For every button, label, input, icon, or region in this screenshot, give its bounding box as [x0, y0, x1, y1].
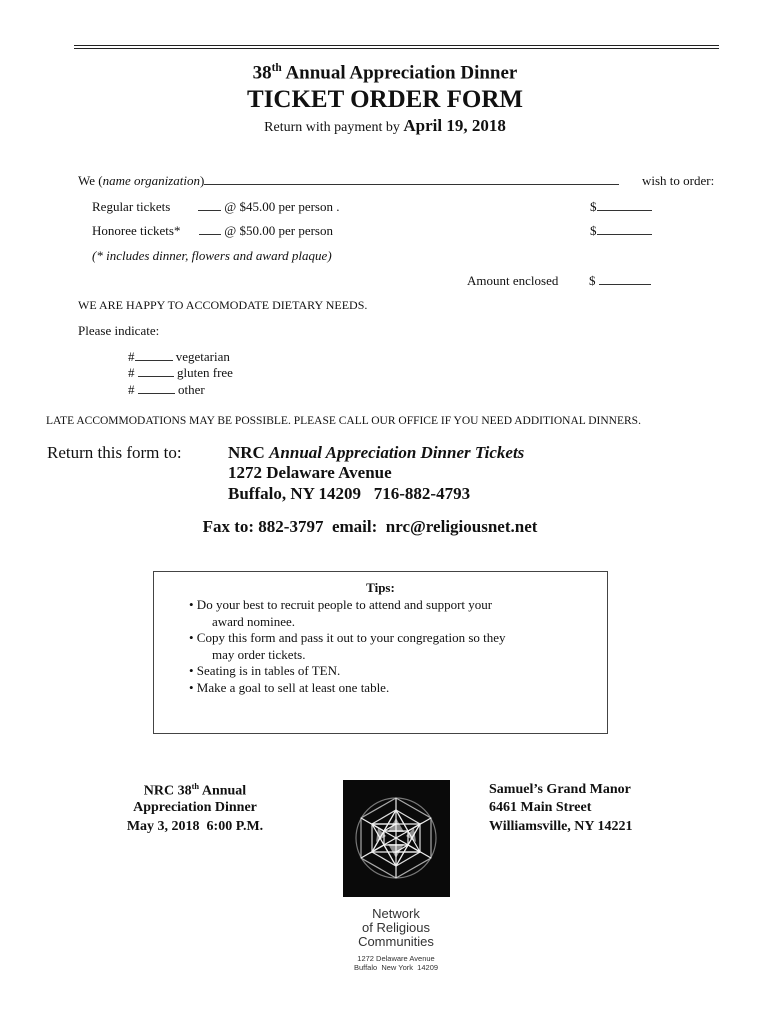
- other-count-field[interactable]: [138, 393, 175, 394]
- venue-street: 6461 Main Street: [489, 800, 592, 815]
- fax-email-line: Fax to: 882-3797 email: nrc@religiousnet.net: [202, 517, 538, 536]
- tips-title: Tips:: [366, 580, 395, 595]
- dietary-heading: WE ARE HAPPY TO ACCOMODATE DIETARY NEEDS.: [78, 298, 368, 312]
- venue-city: Williamsville, NY 14221: [489, 819, 633, 834]
- regular-price: @ $45.00 per person .: [224, 199, 340, 214]
- we-prefix: We (: [78, 173, 103, 188]
- name-organization-label: name organization: [102, 173, 200, 188]
- amount-enclosed-row: [589, 273, 651, 289]
- other-label: other: [178, 382, 205, 397]
- regular-tickets-row: [198, 199, 339, 215]
- regular-dollar: $: [590, 199, 597, 214]
- tip-1-cont: award nominee.: [212, 614, 296, 629]
- gluten-count-field[interactable]: [138, 376, 174, 377]
- late-notice: LATE ACCOMMODATIONS MAY BE POSSIBLE. PLEASE CALL OUR OFFICE IF YOU NEED ADDITIONAL DINNERS.: [46, 415, 641, 427]
- regular-qty-field[interactable]: [198, 210, 221, 211]
- tip-3: • Seating is in tables of TEN.: [189, 663, 341, 678]
- anniversary-number: 38: [252, 62, 272, 84]
- regular-total-field[interactable]: [597, 210, 652, 211]
- anniversary-sup: th: [271, 62, 282, 74]
- logo-name-3: Communities: [358, 934, 434, 949]
- top-rule-1: [74, 45, 719, 46]
- dietary-vegetarian-row: [128, 349, 230, 365]
- organization-row: [78, 173, 619, 189]
- regular-tickets-label: Regular tickets: [92, 199, 171, 214]
- amount-enclosed-field[interactable]: [599, 284, 651, 285]
- tips-box: [153, 571, 608, 734]
- tip-1: • Do your best to recruit people to attend and support your: [189, 597, 493, 612]
- return-to-city-phone: Buffalo, NY 14209 716-882-4793: [228, 484, 471, 503]
- tip-2-cont: may order tickets.: [212, 647, 306, 662]
- honoree-qty-field[interactable]: [199, 234, 221, 235]
- return-to-line-1: [228, 443, 524, 463]
- logo-address-1: 1272 Delaware Avenue: [357, 954, 435, 963]
- event-heading: [0, 62, 770, 84]
- includes-note: (* includes dinner, flowers and award plaque): [92, 248, 332, 263]
- hash-1: #: [128, 349, 135, 364]
- tip-4: • Make a goal to sell at least one table.: [189, 680, 390, 695]
- crystal-flower-icon: [343, 780, 450, 897]
- form-title: TICKET ORDER FORM: [247, 86, 523, 113]
- return-to-label: Return this form to:: [47, 443, 182, 462]
- logo-name-2: of Religious: [362, 920, 430, 935]
- return-prefix: Return with payment by: [264, 120, 400, 135]
- return-to-street: 1272 Delaware Avenue: [228, 463, 392, 482]
- organization-name-field[interactable]: [204, 184, 619, 185]
- top-rule-2: [74, 48, 719, 49]
- honoree-total-row: [590, 223, 652, 239]
- dietary-other-row: [128, 382, 205, 398]
- honoree-tickets-label: Honoree tickets*: [92, 223, 181, 238]
- honoree-tickets-row: [199, 223, 333, 239]
- event-line-2: Appreciation Dinner: [133, 800, 257, 815]
- event-annual: Annual: [201, 783, 247, 799]
- honoree-dollar: $: [590, 223, 597, 238]
- vegetarian-label: vegetarian: [175, 349, 230, 364]
- tip-2: • Copy this form and pass it out to your congregation so they: [189, 630, 506, 645]
- event-title: Annual Appreciation Dinner: [285, 62, 518, 84]
- amount-dollar: $: [589, 273, 596, 288]
- gluten-free-label: gluten free: [177, 365, 233, 380]
- venue-name: Samuel’s Grand Manor: [489, 782, 631, 797]
- hash-3: #: [128, 382, 135, 397]
- return-to-nrc: NRC: [228, 443, 265, 462]
- amount-enclosed-label: Amount enclosed: [467, 273, 559, 288]
- event-date-time: May 3, 2018 6:00 P.M.: [126, 819, 264, 834]
- logo-name-1: Network: [372, 906, 420, 921]
- regular-total-row: [590, 199, 652, 215]
- logo-address-2: Buffalo New York 14209: [353, 963, 439, 972]
- honoree-price: @ $50.00 per person: [224, 223, 333, 238]
- logo-graphic: [343, 780, 450, 897]
- event-sup: th: [191, 782, 200, 791]
- hash-2: #: [128, 365, 135, 380]
- return-deadline: [0, 116, 770, 136]
- dietary-gluten-row: [128, 365, 233, 381]
- honoree-total-field[interactable]: [597, 234, 652, 235]
- event-line-1: [100, 782, 290, 800]
- vegetarian-count-field[interactable]: [135, 360, 173, 361]
- return-date: April 19, 2018: [403, 116, 506, 135]
- wish-to-order: wish to order:: [642, 173, 715, 188]
- return-to-dept: Annual Appreciation Dinner Tickets: [269, 443, 525, 462]
- please-indicate: Please indicate:: [78, 323, 160, 338]
- event-nrc: NRC 38: [143, 783, 192, 799]
- we-close: ): [199, 173, 205, 188]
